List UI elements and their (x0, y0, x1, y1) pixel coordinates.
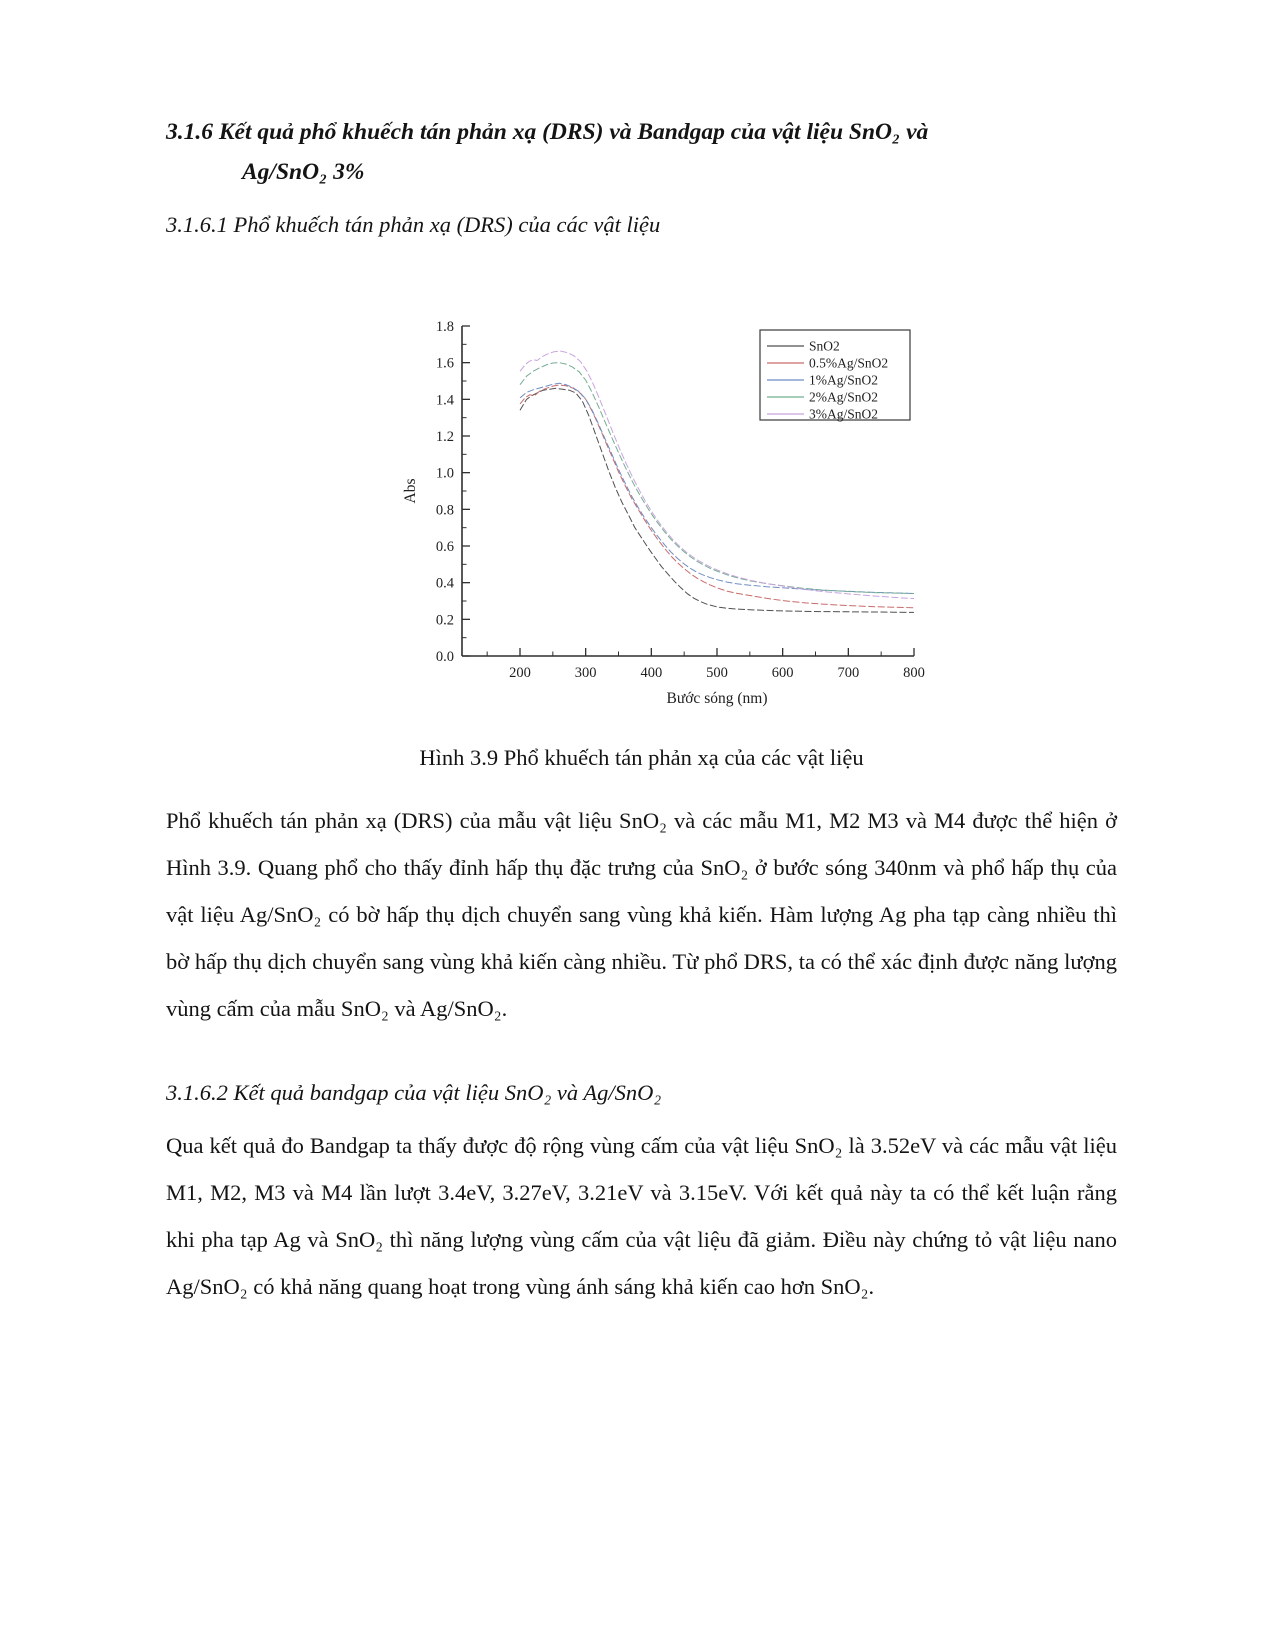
subsection-heading-3-1-6-1: 3.1.6.1 Phổ khuếch tán phản xạ (DRS) của các vật liệu (166, 212, 661, 237)
svg-text:0.0: 0.0 (435, 649, 454, 665)
svg-text:700: 700 (837, 665, 860, 681)
svg-text:1%Ag/SnO2: 1%Ag/SnO2 (809, 372, 879, 388)
svg-text:0.8: 0.8 (435, 502, 454, 519)
svg-text:500: 500 (706, 665, 728, 681)
svg-text:0.4: 0.4 (435, 575, 454, 592)
subsection-heading-3-1-6-2: 3.1.6.2 Kết quả bandgap của vật liệu SnO₂ và Ag/SnO₂ (166, 1080, 662, 1105)
svg-text:300: 300 (574, 665, 597, 681)
paragraph-bandgap-results: Qua kết quả đo Bandgap ta thấy được độ rộng vùng cấm của vật liệu SnO₂ là 3.52eV và các mẫu vật liệu M1, M2, M3 và M4 lần lượt 3.4eV, 3.27eV, 3.21eV và 3.15eV. Với kết quả này ta có thể kết luận rằng khi pha tạp Ag và SnO₂ thì năng lượng vùng cấm của vật liệu đã giảm. Điều này chứng tỏ vật liệu nano Ag/SnO₂ có khả năng quang hoạt trong vùng ánh sáng khả kiến cao hơn SnO₂. (166, 1133, 1117, 1299)
svg-text:Bước sóng (nm): Bước sóng (nm) (666, 690, 768, 707)
svg-text:1.0: 1.0 (435, 465, 454, 482)
svg-text:1.6: 1.6 (435, 355, 454, 372)
svg-text:1.2: 1.2 (435, 429, 454, 445)
svg-text:400: 400 (640, 665, 663, 681)
svg-text:800: 800 (903, 665, 925, 681)
drs-figure (398, 284, 943, 717)
svg-text:0.6: 0.6 (435, 539, 454, 555)
drs-line-chart (398, 284, 943, 717)
svg-text:1.8: 1.8 (435, 319, 454, 335)
svg-text:SnO2: SnO2 (809, 338, 840, 354)
section-heading-line2: Ag/SnO₂ 3% (242, 159, 365, 185)
svg-text:0.5%Ag/SnO2: 0.5%Ag/SnO2 (809, 355, 889, 371)
svg-text:Abs: Abs (402, 478, 419, 504)
figure-caption: Hình 3.9 Phổ khuếch tán phản xạ của các vật liệu (419, 745, 864, 770)
svg-text:3%Ag/SnO2: 3%Ag/SnO2 (809, 406, 879, 422)
svg-text:0.2: 0.2 (435, 612, 454, 629)
section-heading-line1: 3.1.6 Kết quả phổ khuếch tán phản xạ (DRS) và Bandgap của vật liệu SnO₂ và (166, 119, 929, 145)
svg-text:1.4: 1.4 (435, 392, 454, 409)
svg-text:2%Ag/SnO2: 2%Ag/SnO2 (809, 389, 879, 405)
section-heading-3-1-6 (166, 112, 1117, 192)
svg-text:600: 600 (771, 665, 794, 681)
paragraph-drs-discussion: Phổ khuếch tán phản xạ (DRS) của mẫu vật liệu SnO₂ và các mẫu M1, M2 M3 và M4 được thể hiện ở Hình 3.9. Quang phổ cho thấy đỉnh hấp thụ đặc trưng của SnO₂ ở bước sóng 340nm và phổ hấp thụ của vật liệu Ag/SnO₂ có bờ hấp thụ dịch chuyển sang vùng khả kiến. Hàm lượng Ag pha tạp càng nhiều thì bờ hấp thụ dịch chuyển sang vùng khả kiến càng nhiều. Từ phổ DRS, ta có thể xác định được năng lượng vùng cấm của mẫu SnO₂ và Ag/SnO₂. (166, 808, 1117, 1021)
svg-text:200: 200 (509, 665, 531, 681)
